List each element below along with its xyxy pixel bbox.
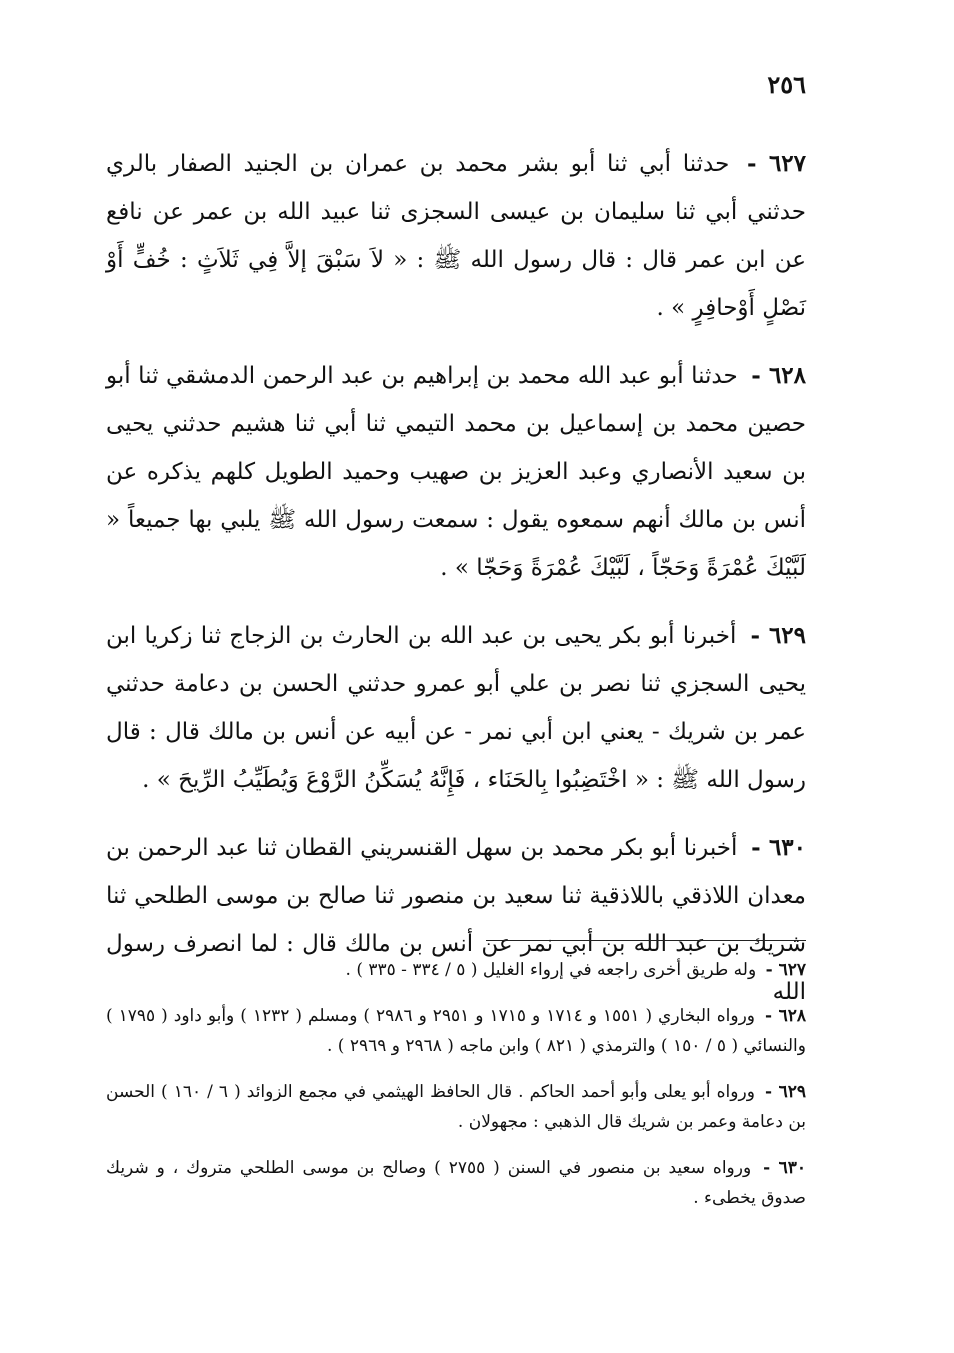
page-number: ٢٥٦	[767, 70, 806, 99]
footnote-text: وله طريق أخرى راجعه في إرواء الغليل ( ٥ / ٣٣٤ - ٣٣٥ ) .	[345, 960, 757, 980]
hadith-number: ٦٢٧ -	[747, 150, 807, 177]
footnote-text: ورواه سعيد بن منصور في السنن ( ٢٧٥٥ ) وصالح بن موسى الطلحي متروك ، و شريك صدوق يخطىء .	[106, 1158, 806, 1208]
hadith-text: حدثنا أبي ثنا أبو بشر محمد بن عمران بن الجنيد الصفار بالري حدثني أبي ثنا سليمان بن عيسى السجزى ثنا عبيد الله بن عمر عن نافع عن ابن عمر قال : قال رسول الله ﷺ : « لاَ سَبْقَ إلاَّ فِي ثَلاَثٍ : خُفٍّ أَوْ نَصْلٍ أَوْحافِرٍ » .	[106, 151, 806, 321]
footnote-629	[106, 1077, 806, 1137]
footnote-number: ٦٢٨ -	[765, 1006, 806, 1026]
hadith-text: أخبرنا أبو بكر يحيى بن عبد الله بن الحارث بن الزجاج ثنا زكريا ابن يحيى السجزي ثنا نصر بن علي أبو عمرو حدثني الحسن بن دعامة حدثني عمر بن شريك - يعني ابن أبي نمر - عن أبيه عن أنس بن مالك قال : قال رسول الله ﷺ : « اخْتَضِبُوا بِالحَنَاء ، فَإِنَّهُ يُسَكِّنُ الرَّوْعَ وَيُطَيِّبُ الرِّيحَ » .	[106, 623, 806, 793]
footnote-number: ٦٢٩ -	[764, 1082, 806, 1102]
footnote-number: ٦٢٧ -	[765, 960, 806, 980]
hadith-629	[106, 612, 806, 804]
footnote-text: ورواه البخاري ( ١٥٥١ و ١٧١٤ و ١٧١٥ و ٢٩٥١ و ٢٩٨٦ ) ومسلم ( ١٢٣٢ ) وأبو داود ( ١٧٩٥ ) والنسائي ( ٥ / ١٥٠ ) والترمذي ( ٨٢١ ) وابن ماجه ( ٢٩٦٨ و ٢٩٦٩ ) .	[106, 1006, 806, 1056]
main-text	[106, 140, 806, 1036]
footnote-number: ٦٣٠ -	[763, 1158, 806, 1178]
hadith-text: حدثنا أبو عبد الله محمد بن إبراهيم بن عبد الرحمن الدمشقي ثنا أبو حصين محمد بن إسماعيل بن محمد التيمي ثنا أبي ثنا هشيم حدثني يحيى بن سعيد الأنصاري وعبد العزيز بن صهيب وحميد الطويل كلهم يذكره عن أنس بن مالك أنهم سمعوه يقول : سمعت رسول الله ﷺ يلبي بها جميعاً « لَبَّيْكَ عُمْرَةً وَحَجّاً ، لَبَّيْكَ عُمْرَةً وَحَجّا » .	[106, 363, 806, 581]
footnote-630	[106, 1153, 806, 1213]
footnote-628	[106, 1001, 806, 1061]
hadith-628	[106, 352, 806, 592]
footnote-divider	[486, 940, 806, 941]
hadith-number: ٦٢٩ -	[750, 622, 806, 649]
footnotes	[106, 955, 806, 1229]
hadith-text: أخبرنا أبو بكر محمد بن سهل القنسريني القطان ثنا عبد الرحمن بن معدان اللاذقي باللاذقية ثنا سعيد بن منصور ثنا صالح بن موسى الطلحي ثنا شريك بن عبد الله بن أبي نمر عن أنس بن مالك قال : لما انصرف رسول الله	[106, 835, 806, 1005]
hadith-number: ٦٣٠ -	[751, 834, 807, 861]
hadith-627	[106, 140, 806, 332]
hadith-number: ٦٢٨ -	[751, 362, 807, 389]
footnote-text: ورواه أبو يعلى وأبو أحمد الحاكم . قال الحافظ الهيثمي في مجمع الزوائد ( ٦ / ١٦٠ ) الحسن بن دعامة وعمر بن شريك قال الذهبي : مجهولان .	[106, 1082, 806, 1132]
footnote-627	[106, 955, 806, 985]
